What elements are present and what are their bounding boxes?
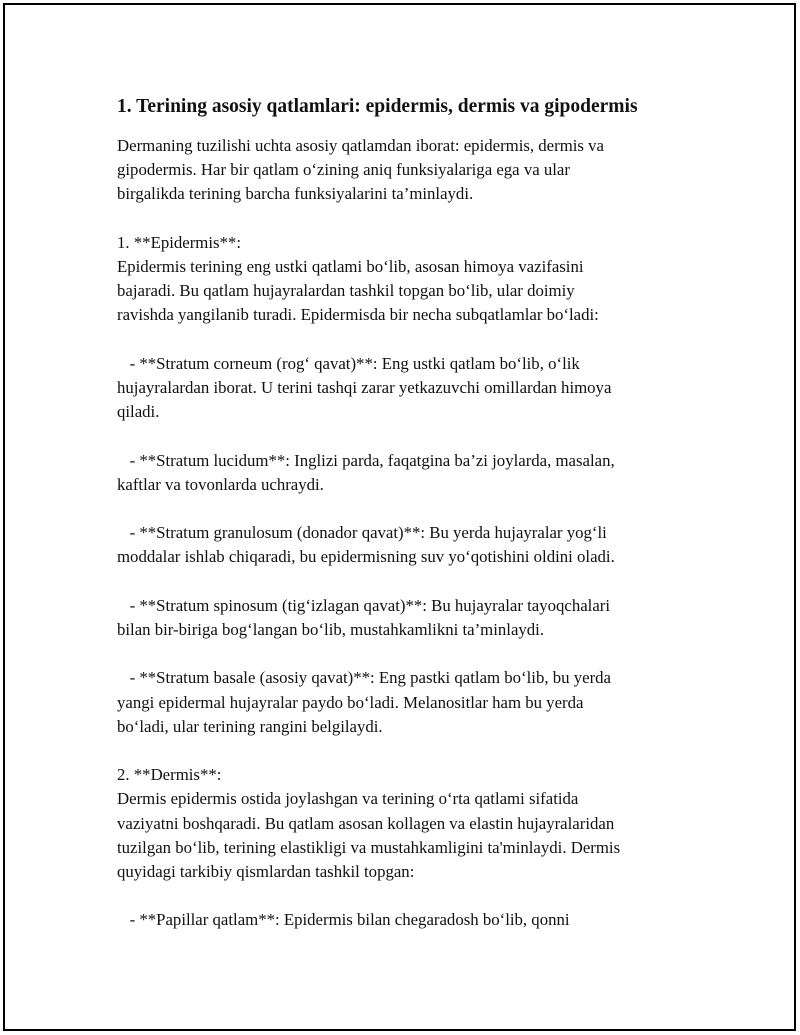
text-line: - **Stratum basale (asosiy qavat)**: Eng pastki qatlam bo‘lib, bu yerda <box>117 668 611 688</box>
document-body <box>117 93 697 933</box>
paragraph <box>117 594 697 642</box>
text-line: - **Stratum lucidum**: Inglizi parda, faqatgina ba’zi joylarda, masalan, <box>117 450 615 470</box>
text-line: ravishda yangilanib turadi. Epidermisda bir necha subqatlamlar bo‘ladi: <box>117 305 599 325</box>
text-line: hujayralardan iborat. U terini tashqi zarar yetkazuvchi omillardan himoya <box>117 378 612 397</box>
text-line: bajaradi. Bu qatlam hujayralardan tashkil topgan bo‘lib, ular doimiy <box>117 281 575 301</box>
text-line: Epidermis terining eng ustki qatlami bo‘lib, asosan himoya vazifasini <box>117 257 584 276</box>
text-line: gipodermis. Har bir qatlam o‘zining aniq funksiyalariga ega va ular <box>117 160 570 180</box>
text-line: - **Papillar qatlam**: Epidermis bilan chegaradosh bo‘lib, qonni <box>117 910 570 930</box>
paragraph-gap <box>117 207 697 231</box>
paragraph <box>117 763 697 884</box>
text-line: Dermis epidermis ostida joylashgan va terining o‘rta qatlami sifatida <box>117 789 579 809</box>
text-line: kaftlar va tovonlarda uchraydi. <box>117 474 324 494</box>
text-line: vaziyatni boshqaradi. Bu qatlam asosan kollagen va elastin hujayralaridan <box>117 813 615 833</box>
paragraph-gap <box>117 424 697 448</box>
text-line: 2. **Dermis**: <box>117 765 222 785</box>
paragraph-gap <box>117 570 697 594</box>
paragraph-gap <box>117 642 697 666</box>
paragraph <box>117 908 697 932</box>
text-line: qiladi. <box>117 402 160 422</box>
text-line: birgalikda terining barcha funksiyalarini ta’minlaydi. <box>117 184 474 204</box>
paragraph-gap <box>117 884 697 908</box>
paragraph-gap <box>117 497 697 521</box>
paragraph <box>117 352 697 425</box>
paragraph <box>117 231 697 328</box>
paragraph-gap <box>117 739 697 763</box>
text-line: quyidagi tarkibiy qismlardan tashkil topgan: <box>117 861 415 881</box>
paragraph-list <box>117 134 697 933</box>
text-line: yangi epidermal hujayralar paydo bo‘ladi. Melanositlar ham bu yerda <box>117 692 584 712</box>
text-line: bilan bir-biriga bog‘langan bo‘lib, mustahkamlikni ta’minlaydi. <box>117 619 545 639</box>
text-line: moddalar ishlab chiqaradi, bu epidermisning suv yo‘qotishini oldini oladi. <box>117 547 615 567</box>
paragraph <box>117 666 697 739</box>
section-heading: 1. Terining asosiy qatlamlari: epidermis, dermis va gipodermis <box>117 96 638 117</box>
text-line: 1. **Epidermis**: <box>117 232 241 252</box>
paragraph <box>117 521 697 569</box>
paragraph-gap <box>117 328 697 352</box>
text-line: - **Stratum granulosum (donador qavat)**: Bu yerda hujayralar yog‘li <box>117 523 607 543</box>
text-line: - **Stratum spinosum (tig‘izlagan qavat)**: Bu hujayralar tayoqchalari <box>117 595 611 615</box>
text-line: tuzilgan bo‘lib, terining elastikligi va mustahkamligini ta'minlaydi. Dermis <box>117 837 621 857</box>
text-line: bo‘ladi, ular terining rangini belgilaydi. <box>117 716 383 736</box>
text-line: - **Stratum corneum (rog‘ qavat)**: Eng ustki qatlam bo‘lib, o‘lik <box>117 353 580 373</box>
paragraph <box>117 134 697 207</box>
paragraph <box>117 449 697 497</box>
text-line: Dermaning tuzilishi uchta asosiy qatlamdan iborat: epidermis, dermis va <box>117 136 605 155</box>
